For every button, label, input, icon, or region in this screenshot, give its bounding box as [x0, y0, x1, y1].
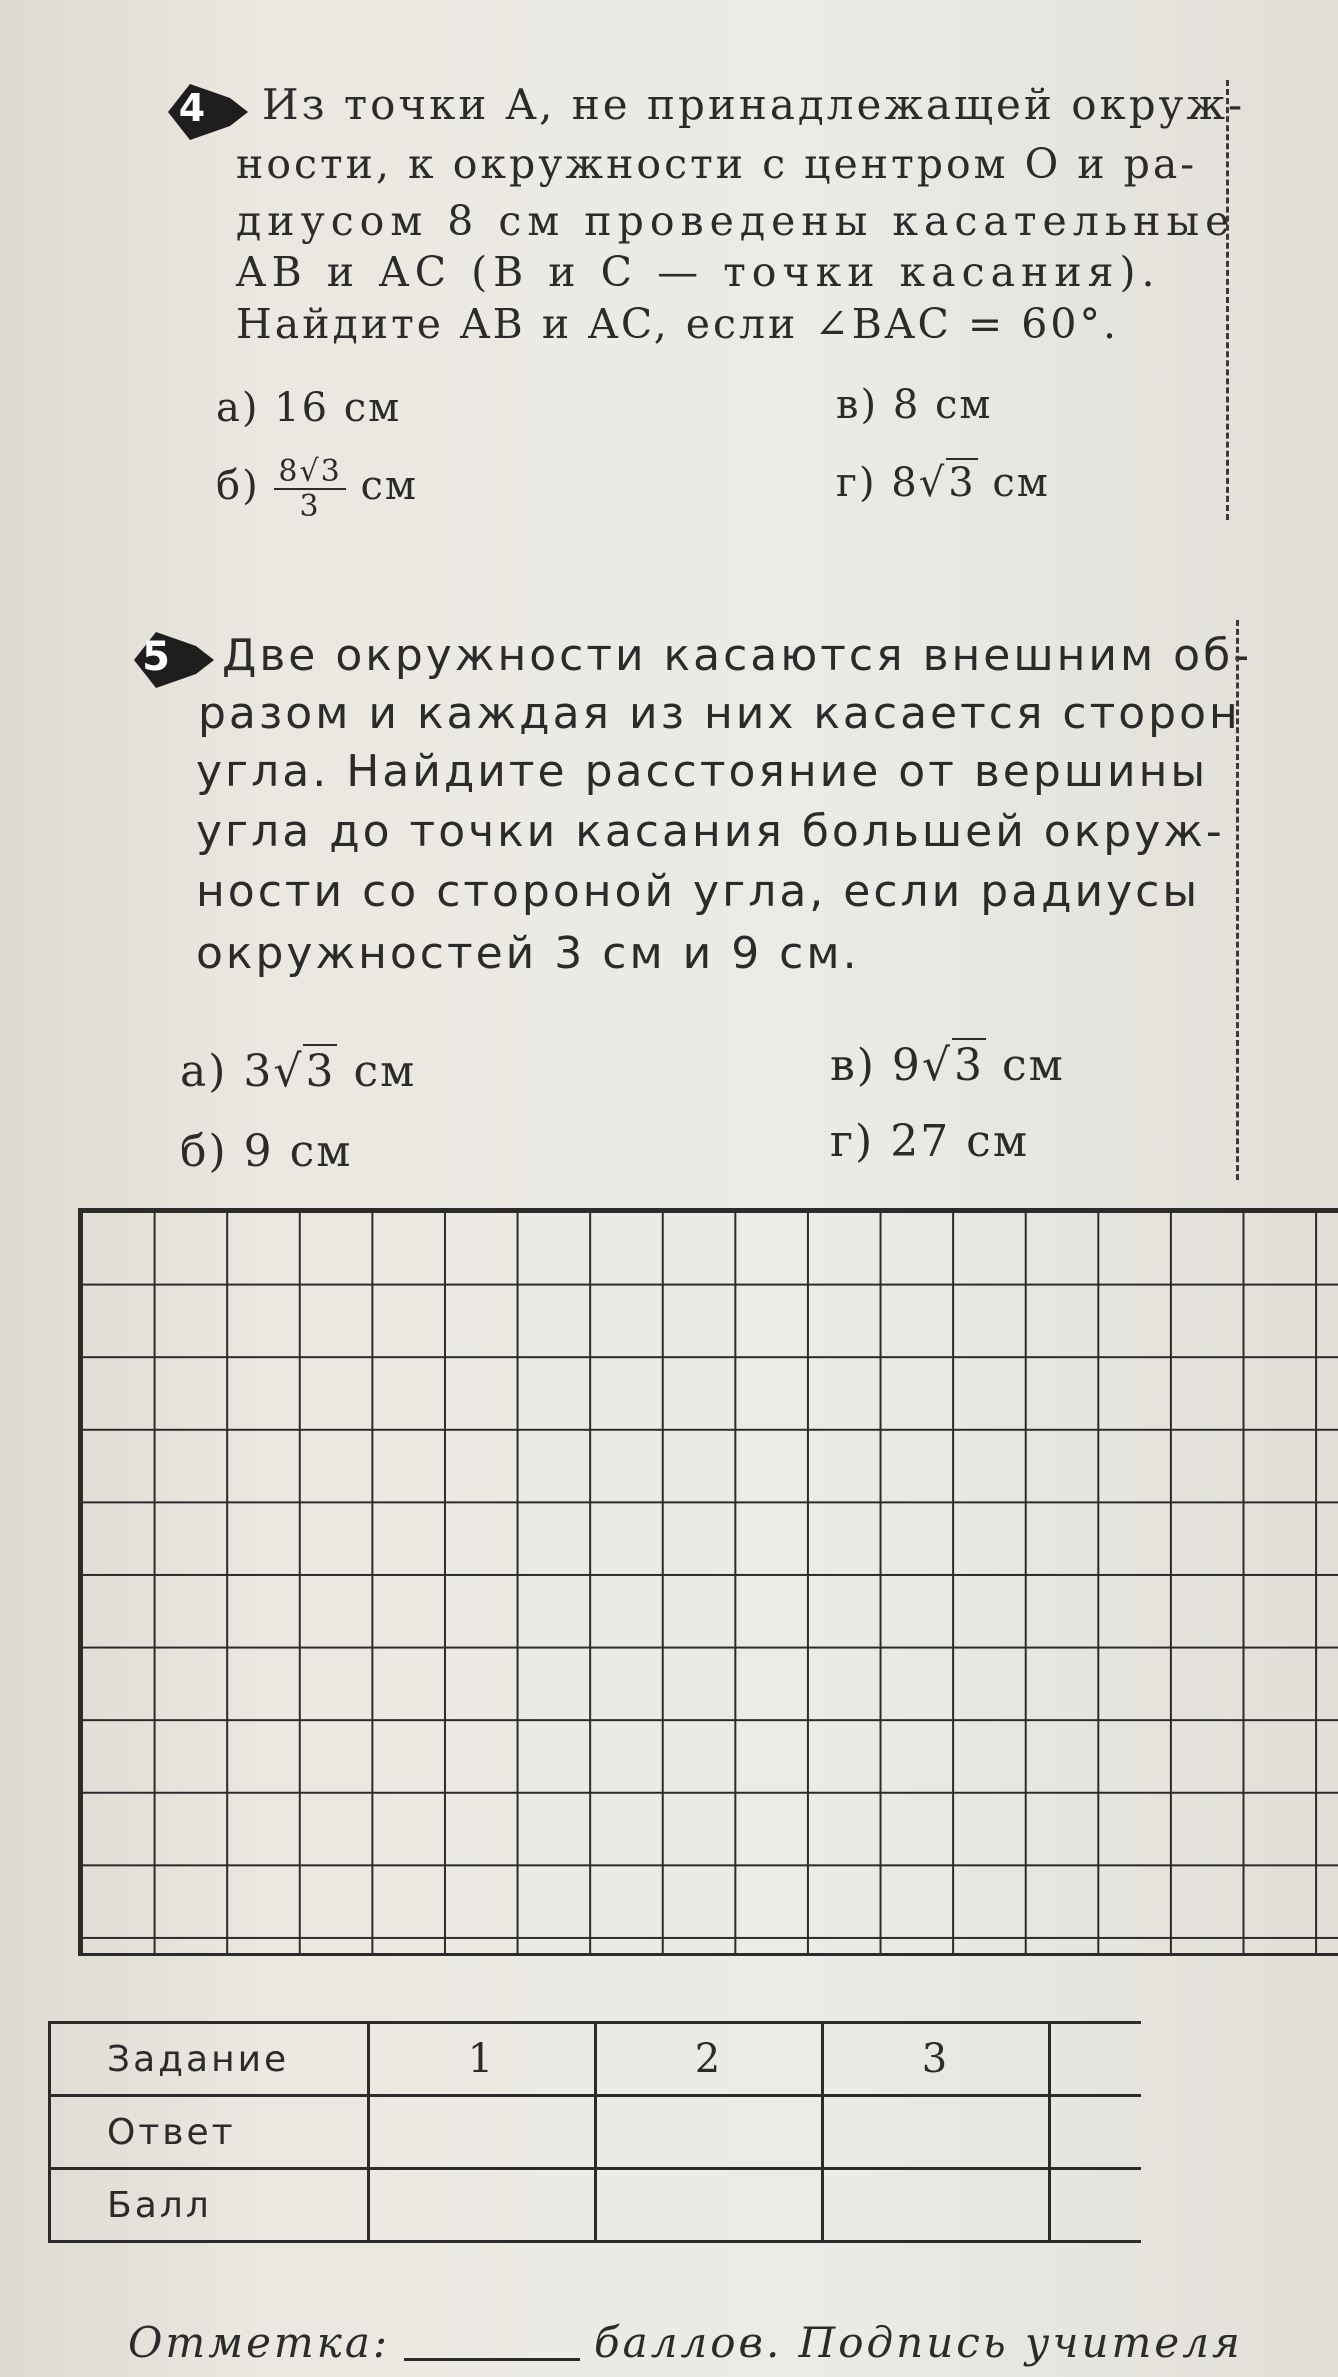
- answer-cell-3[interactable]: [823, 2096, 1050, 2169]
- task-4-option-v[interactable]: в) 8 см: [836, 382, 993, 428]
- mark-blank-field[interactable]: [404, 2358, 580, 2361]
- task-4-option-b-denominator: 3: [299, 489, 321, 524]
- task-5-option-v[interactable]: [830, 1040, 1065, 1091]
- task-4-option-g-label: г) 8: [836, 460, 919, 506]
- task-4-option-b-numerator: 8: [278, 454, 300, 489]
- task-5-option-g[interactable]: г) 27 см: [830, 1116, 1030, 1167]
- task-5-option-v-sqrt: √3: [921, 1040, 984, 1091]
- task-4-line-3: диусом 8 см проведены касательные: [236, 197, 1236, 245]
- task-4-option-b-label: б): [216, 463, 260, 509]
- task-4-option-b-fraction: $\frac{8√3}{3}$: [274, 455, 345, 523]
- task-5-option-a-sqrt: √3: [273, 1046, 336, 1097]
- task-4-number: 4: [178, 86, 206, 130]
- score-cell-1[interactable]: [369, 2169, 596, 2242]
- table-row: [50, 2169, 1142, 2242]
- task-5-number: 5: [142, 634, 170, 680]
- task-5-option-b[interactable]: б) 9 см: [180, 1126, 353, 1177]
- task-4-line-1: Из точки A, не принадлежащей окруж-: [262, 80, 1246, 129]
- task-4-option-b[interactable]: [216, 455, 418, 523]
- column-header-3: 3: [823, 2023, 1050, 2096]
- task-4-line-2: ности, к окружности с центром O и ра-: [236, 140, 1198, 188]
- column-header-2: 2: [596, 2023, 823, 2096]
- task-4-line-4: AB и AC (B и C — точки касания).: [236, 248, 1161, 296]
- score-cell-2[interactable]: [596, 2169, 823, 2242]
- task-4-option-b-radicand: 3: [320, 454, 342, 489]
- task-4-option-g[interactable]: [836, 460, 1050, 506]
- row-label-task: Задание: [50, 2023, 369, 2096]
- task-5-option-a-label: а) 3: [180, 1046, 274, 1097]
- task-4-option-g-unit: см: [992, 460, 1050, 506]
- mark-label: Отметка:: [128, 2318, 391, 2367]
- task-5-option-a[interactable]: [180, 1046, 416, 1097]
- column-header-1: 1: [369, 2023, 596, 2096]
- task-4-option-g-sqrt: √3: [918, 460, 976, 506]
- task-5-line-5: ности со стороной угла, если радиусы: [196, 866, 1201, 917]
- answer-table: [48, 2021, 1141, 2243]
- teacher-signature-label: баллов. Подпись учителя: [594, 2318, 1243, 2367]
- row-label-score: Балл: [50, 2169, 369, 2242]
- score-cell-4[interactable]: [1050, 2169, 1142, 2242]
- table-row: [50, 2096, 1142, 2169]
- cut-line-top: [1226, 80, 1229, 520]
- task-5-option-v-unit: см: [1001, 1040, 1065, 1091]
- column-header-4: [1050, 2023, 1142, 2096]
- score-cell-3[interactable]: [823, 2169, 1050, 2242]
- row-label-answer: Ответ: [50, 2096, 369, 2169]
- task-4-option-a[interactable]: а) 16 см: [216, 385, 402, 431]
- task-5-line-3: угла. Найдите расстояние от вершины: [196, 746, 1209, 797]
- task-5-line-1: Две окружности касаются внешним об-: [222, 630, 1253, 681]
- answer-cell-2[interactable]: [596, 2096, 823, 2169]
- task-5-line-4: угла до точки касания большей окруж-: [196, 806, 1225, 857]
- task-5-line-6: окружностей 3 см и 9 см.: [196, 928, 860, 979]
- task-5-line-2: разом и каждая из них касается сторон: [198, 688, 1241, 739]
- task-5-option-v-label: в) 9: [830, 1040, 922, 1091]
- footer-mark-line: [128, 2318, 1243, 2367]
- work-grid[interactable]: [78, 1208, 1338, 1956]
- answer-cell-1[interactable]: [369, 2096, 596, 2169]
- task-4-option-b-unit: см: [360, 463, 418, 509]
- answer-cell-4[interactable]: [1050, 2096, 1142, 2169]
- task-4-line-5: Найдите AB и AC, если ∠BAC = 60°.: [236, 300, 1120, 348]
- table-row: [50, 2023, 1142, 2096]
- task-5-option-a-unit: см: [353, 1046, 417, 1097]
- cut-line-bottom: [1236, 620, 1239, 1180]
